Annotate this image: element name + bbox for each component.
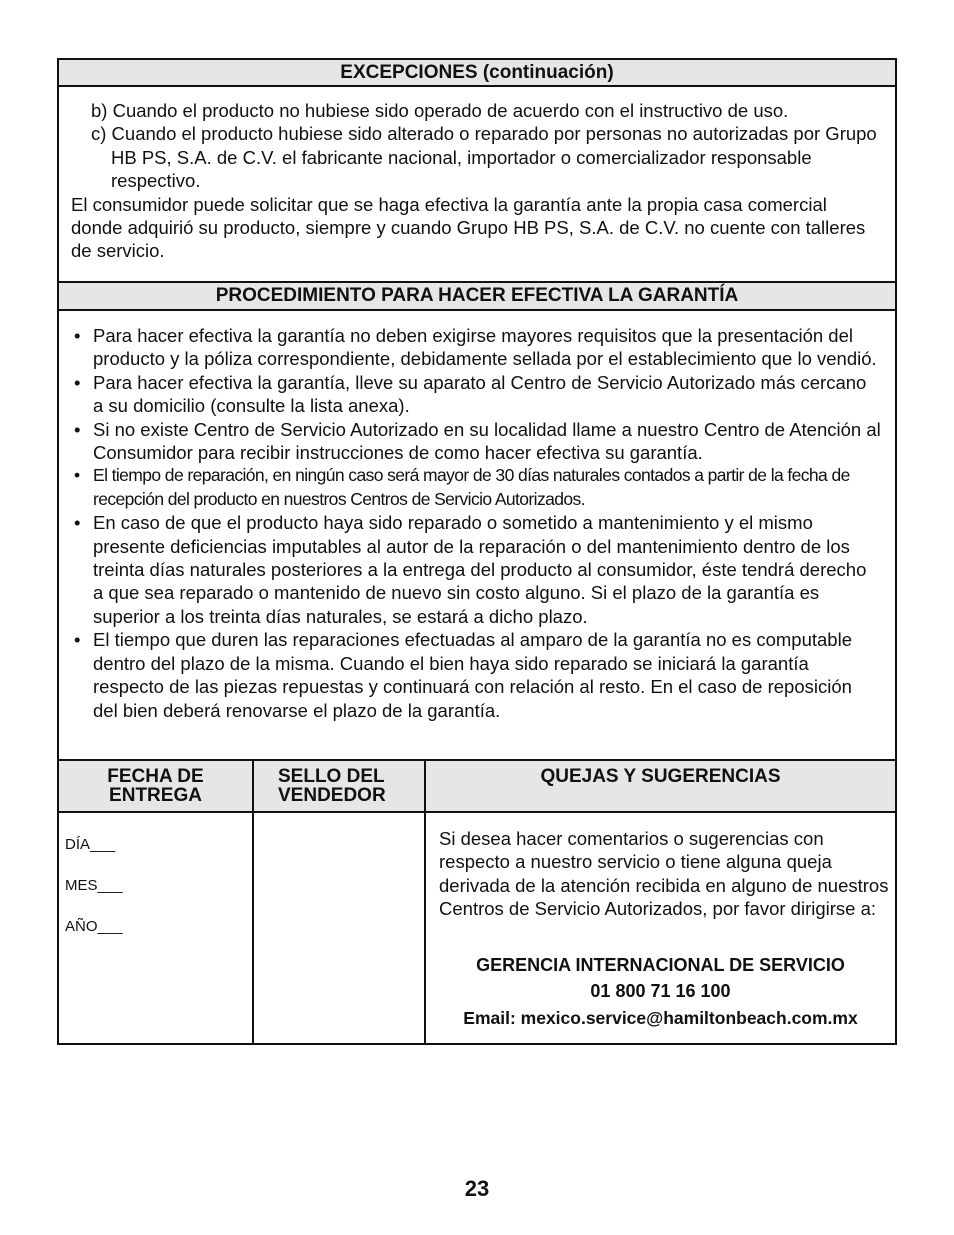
bullet-icon: • (74, 418, 81, 440)
excepciones-paragraph: El consumidor puede solicitar que se haga efectiva la garantía ante la propia casa comercial donde adquirió su producto, siempre y cuando Grupo HB PS, S.A. de C.V. no cuente con talleres de servicio. (71, 193, 866, 262)
excepciones-header (57, 58, 897, 87)
bullet-icon: • (74, 371, 81, 393)
procedimiento-list (71, 324, 881, 722)
phone-number: 01 800 71 16 100 (590, 981, 731, 1001)
quejas-header: QUEJAS Y SUGERENCIAS (540, 766, 781, 787)
page-number: 23 (464, 1176, 490, 1201)
excepciones-panel (57, 87, 897, 283)
excepcion-item-b: b) Cuando el producto no hubiese sido operado de acuerdo con el instructivo de uso. (91, 100, 789, 121)
fecha-entrega-header: FECHA DE ENTREGA (107, 766, 204, 806)
sello-vendedor-header: SELLO DEL VENDEDOR (278, 766, 386, 806)
procedimiento-header (57, 281, 897, 311)
list-item: • Para hacer efectiva la garantía, lleve su aparato al Centro de Servicio Autorizado más cercano a su domicilio (consulte la lista anexa). (74, 371, 867, 417)
anio-field: AÑO___ (65, 918, 123, 935)
bullet-icon: • (74, 325, 81, 346)
email-contact: Email: mexico.service@hamiltonbeach.com.mx (463, 1008, 858, 1028)
bullet-icon: • (74, 465, 80, 486)
list-item: • Si no existe Centro de Servicio Autorizado en su localidad llame a nuestro Centro de Atención al Consumidor para recibir instrucciones de como hacer efectiva su garantía. (74, 418, 881, 464)
quejas-text: Si desea hacer comentarios o sugerencias con respecto a nuestro servicio o tiene alguna queja derivada de la atención recibida en alguno de nuestros Centros de Servicio Autorizados, por favor dirigirse a: (439, 828, 889, 920)
excepciones-title: EXCEPCIONES (continuación) (340, 61, 614, 83)
procedimiento-title: PROCEDIMIENTO PARA HACER EFECTIVA LA GARANTÍA (215, 285, 739, 306)
bullet-icon: • (74, 512, 81, 534)
list-item: • Para hacer efectiva la garantía no deben exigirse mayores requisitos que la presentación del producto y la póliza correspondiente, debidamente sellada por el establecimiento que lo vendió. (74, 325, 877, 370)
bullet-icon: • (74, 629, 81, 651)
list-item: • El tiempo de reparación, en ningún caso será mayor de 30 días naturales contados a partir de la fecha de recepción del producto en nuestros Centros de Servicio Autorizados. (74, 465, 850, 509)
procedimiento-panel (57, 311, 897, 761)
dia-field: DÍA___ (65, 836, 116, 853)
mes-field: MES___ (65, 877, 123, 894)
excepcion-item-c: c) Cuando el producto hubiese sido alterado o reparado por personas no autorizadas por Grupo HB PS, S.A. de C.V. el fabricante nacional, importador o comercializador responsable respectivo. (91, 123, 877, 192)
gerencia-label: GERENCIA INTERNACIONAL DE SERVICIO (476, 955, 845, 975)
list-item: • El tiempo que duren las reparaciones efectuadas al amparo de la garantía no es computable dentro del plazo de la misma. Cuando el bien haya sido reparado se iniciará la garantía respecto de las piezas repuestas y continuará con relación al resto. En el caso de reposición del bien deberá renovarse el plazo de la garantía. (74, 629, 852, 721)
list-item: • En caso de que el producto haya sido reparado o sometido a mantenimiento y el mismo presente deficiencias imputables al autor de la reparación o del mantenimiento dentro de los treinta días naturales posteriores a la entrega del producto al consumidor, éste tendrá derecho a que sea reparado o mantenido de nuevo sin costo alguno. Si el plazo de la garantía es superior a los treinta días naturales, se estará a dicho plazo. (74, 512, 867, 627)
entrega-table (57, 759, 897, 1045)
